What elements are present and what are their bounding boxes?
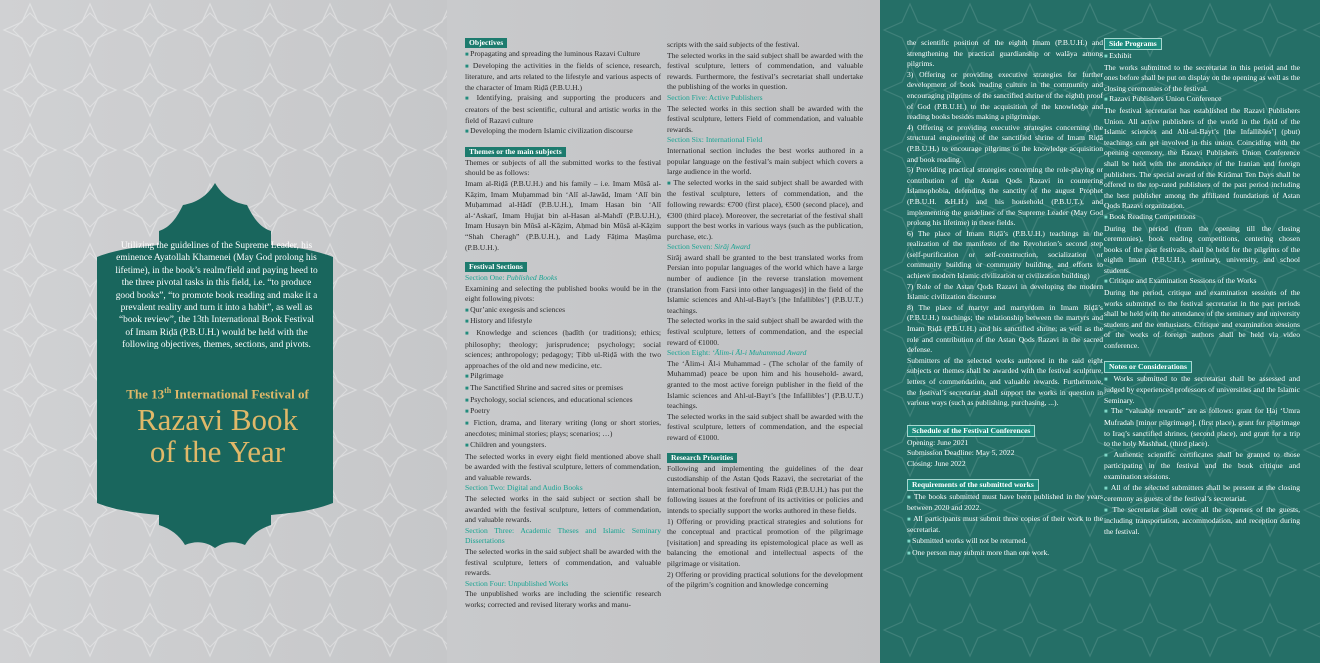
- pivot-item: ■ Qur’anic exegesis and sciences: [465, 305, 661, 317]
- pivot-item: ■ History and lifestyle: [465, 316, 661, 328]
- schedule-heading: Schedule of the Festival Conferences: [907, 425, 1035, 437]
- program-heading: ■ Critique and Examination Sessions of the Works: [1104, 276, 1300, 288]
- sections-heading: Festival Sections: [465, 262, 527, 272]
- research-text: Following and implementing the guidelines of the dear custodianship of the Astan Qods Razavi, the secretariat of the international book festival of Imam Riḍā (P.B.U.H.) has put the following issues at the forefront of its activities or policies and intends to specially support the works authored in these fields.: [667, 463, 863, 515]
- section-text: scripts with the said subjects of the festival.: [667, 40, 800, 49]
- section-text: The selected works in the said subject shall be awarded with the festival sculpture, letters of commendation, and the especial reward of €1000.: [667, 316, 863, 347]
- themes-heading: Themes or the main subjects: [465, 147, 566, 157]
- note-item: ■ Authentic scientific certificates shall be granted to those participating in the festival and the book critique and examination sessions.: [1104, 450, 1300, 483]
- section-text: The selected works in the said subject or section shall be awarded with the festival sculpture, letters of commendation, and valuable rewards.: [465, 493, 661, 525]
- pivot-item: ■ Pilgrimage: [465, 371, 661, 383]
- themes-text: Imam al-Riḍā (P.B.U.H.) and his family – i.e. Imam Mūsā al-Kāẓim, Imam Muḥammad bin ‘Alī al-Jawād, Imam ‘Alī bin Muḥammad al-Hādī (P.B.U.H.), Imam Hasan bin ‘Alī al-‘Askarī, Imam Hujjat bin al-Hasan al-Mahdī (P.B.U.H.), Imam Husayn bin Mūsā al-Kāẓim, Aḥmad bin Mūsā al-Kāẓim “Shah Cheragh” (P.B.U.H.), and Lady Fāṭima Maṣūma (P.B.U.H.).: [465, 178, 661, 252]
- objective-item: ■ Propagating and spreading the luminous Razavi Culture: [465, 49, 661, 61]
- column-4: [1104, 38, 1300, 538]
- research-item: 1) Offering or providing practical strategies and solutions for the conceptual and practical promotion of the pilgrimage [visitation] and spreading its epistemological place as well as balancing the emotional and intellectual aspects of the pilgrimage or visitation.: [667, 516, 863, 568]
- section-heading: Section Four: Unpublished Works: [465, 578, 569, 588]
- requirement-item: ■ One person may submit more than one work.: [907, 548, 1103, 560]
- research-item: 6) The place of Imam Riḍā’s (P.B.U.H.) teachings in the realization of the manifesto of the Revolution’s second step (self-purification or self-construction, socialization or community building or community building, and efforts to achieve modern Islamic civilization or civilization building): [907, 228, 1103, 281]
- section-heading: Section Two: Digital and Audio Books: [465, 483, 583, 493]
- side-programs-heading: Side Programs: [1104, 38, 1162, 50]
- requirements-heading: Requirements of the submitted works: [907, 479, 1039, 491]
- research-text: Submitters of the selected works authored in the said eight subjects or themes shall be awarded with the festival sculpture, letters of commendation, and valuable rewards. Furthermore, the festival’s secretariat shall support the works in question in various ways (such as publishing, purchasing, ...).: [907, 355, 1103, 408]
- themes-text: Themes or subjects of all the submitted works to the festival should be as follows:: [465, 157, 661, 178]
- research-item: 7) Role of the Astan Qods Razavi in developing the modern Islamic civilization discourse: [907, 281, 1103, 302]
- research-item: the scientific position of the eighth Imam (P.B.U.H.) and strengthening the practical guardianship or walāya among pilgrims.: [907, 38, 1103, 69]
- schedule-item: Submission Deadline: May 5, 2022: [907, 448, 1015, 458]
- festival-title: [105, 404, 330, 468]
- research-item: 5) Providing practical strategies concerning the role-playing or contribution of the Astan Qods Razavi in countering Islamophobia, defending the sanctity of the august Prophet (P.B.U.H. &H.H.) and his household (P.B.U.T.), and implementing the guidelines of the Supreme Leader (May God prolong his lifetime) in these fields.: [907, 165, 1103, 228]
- pivot-item: ■ Psychology, social sciences, and educational sciences: [465, 395, 661, 407]
- objectives-heading: Objectives: [465, 38, 507, 48]
- research-item: 4) Offering or providing executive strategies concerning the structural engineering of the sanctified shrine of Imam Riḍā (P.B.U.H.) to encourage pilgrims to the knowledge acquisition and book reading.: [907, 122, 1103, 164]
- pivot-item: ■ Poetry: [465, 406, 661, 418]
- program-text: The works submitted to the secretariat in this period and the ones before shall be put on display on the opening as well as the closing ceremonies of the festival.: [1104, 62, 1300, 93]
- cover-badge-shape: [95, 183, 335, 548]
- pivot-item: ■ The Sanctified Shrine and sacred sites or premises: [465, 383, 661, 395]
- cover-page: [0, 0, 447, 663]
- section-text: International section includes the best works authored in a popular language on the festival’s main subject which covers a large audience in the world.: [667, 145, 863, 177]
- note-item: ■ Works submitted to the secretariat shall be assessed and judged by experienced professors of universities and the Islamic Seminary.: [1104, 374, 1300, 407]
- program-heading: ■ Razavi Publishers Union Conference: [1104, 94, 1300, 106]
- section-heading: Section Six: International Field: [667, 135, 763, 145]
- pivot-item: ■ Children and youngsters.: [465, 440, 661, 452]
- objective-item: ■ Developing the modern Islamic civilization discourse: [465, 126, 661, 138]
- objective-item: ■ Developing the activities in the fields of science, research, literature, and arts related to the lifestyle and various aspects of the character of Imam Riḍā (P.B.U.H.): [465, 61, 661, 94]
- section-heading: Section One: Published Books: [465, 273, 558, 283]
- pivot-item: ■ Fiction, drama, and literary writing (long or short stories, anecdotes; minimal stories; plays; scenarios; …): [465, 418, 661, 440]
- pivot-item: ■ Knowledge and sciences (ḥadīth (or traditions); ethics; philosophy; theology; jurisprudence; psychology; social sciences; anthropology; pedagogy; Ṭibb ul-Riḍā with the two approaches of the old and new medicine, etc.: [465, 328, 661, 371]
- title-line-2: of the Year: [149, 434, 286, 469]
- column-2: [667, 40, 863, 591]
- research-heading: Research Priorities: [667, 453, 737, 463]
- program-heading: ■ Book Reading Competitions: [1104, 212, 1300, 224]
- notes-heading: Notes or Considerations: [1104, 361, 1192, 373]
- column-3: [907, 38, 1103, 559]
- section-text: Examining and selecting the published books would be in the eight following pivots:: [465, 283, 661, 304]
- section-heading: Section Five: Active Publishers: [667, 92, 763, 102]
- cover-intro-text: Utilizing the guidelines of the Supreme Leader, his eminence Ayatollah Khamenei (May God prolong his lifetime), in the book’s realm/field and paying heed to the three pivotal tasks in this field, i.e. “to produce good books”, “to promote book reading and make it a prevalent reality and turn it into a habit”, as well as “book review”, the 13th International Book Festival of Imam Riḍā (P.B.U.H.) would be held with the following objectives, themes, sections, and pivots.: [115, 241, 318, 351]
- section-text: The selected works in this section shall be awarded with the festival sculpture, letters Field of commendation, and valuable rewards.: [667, 103, 863, 134]
- section-text: The ‘Ālim-i Āl-i Muhammad - (The scholar of the family of Muhammad) peace be upon him and his household- award, granted to the most active foreign publisher in the field of the Islamic sciences and Ahl-ul-Bayt’s [the Infallibles’] (P.B.U.T.) teachings.: [667, 358, 863, 411]
- section-heading: Section Eight: ‘Ālim-i Āl-i Muhammad Award: [667, 348, 807, 358]
- middle-page: [447, 0, 880, 663]
- objective-item: ■ Identifying, praising and supporting the producers and creators of the best scientific, cultural and artistic works in the field of Razavi culture: [465, 93, 661, 126]
- section-text: The selected works in the said subject shall be awarded with the festival sculpture, letters of commendation, and the especial reward of €1000.: [667, 411, 863, 442]
- program-text: The festival secretariat has established the Razavi Publishers Union. All active publishers of the world in the field of the Islamic sciences and Ahl-ul-Bayt’s [the Infallibles’] (pbut) teachings can get involved in this union. Coinciding with the opening ceremony, the Razavi Publishers Union Conference shall be held with the attendance of the Iranian and foreign publishers. The special award of the Kirāmat Ten Days shall be offered to the top-rated publishers of the past period including the best publisher among the affiliated foundations of Astan Qods Razavi organization.: [1104, 105, 1300, 211]
- requirement-item: ■ The books submitted must have been published in the years between 2020 and 2022.: [907, 492, 1103, 514]
- section-text: The selected works in the said subject shall be awarded with the festival sculpture, letters of commendation, and valuable rewards.: [465, 546, 661, 578]
- research-item: 3) Offering or providing executive strategies for further development of book reading culture in the community and encouraging pilgrims of the sanctified shrine of the eighth proof of God (P.B.U.H.) to the acquisition of the knowledge and reading books besides making a pilgrimage.: [907, 69, 1103, 122]
- column-1: [465, 38, 661, 611]
- program-text: During the period (from the opening till the closing ceremonies), book reading competitions, centering chosen books of the past festivals, shall be held for the pilgrims of the eighth Imam (P.B.U.H.), seminary, university, and school students.: [1104, 223, 1300, 275]
- section-text: Sirāj award shall be granted to the best translated works from Persian into popular languages of the world which have a large number of audience [in the reverse translation movement (translation from Farsi into other languages)] in the field of the Islamic sciences and Ahl-ul-Bayt’s [the Infallibles’] (P.B.U.T.) teachings.: [667, 252, 863, 315]
- section-text: The selected works in the said subject shall be awarded with the festival sculpture, letters of commendation, and valuable rewards. Furthermore, the festival’s secretariat shall undertake the publishing of the works in question.: [667, 50, 863, 92]
- note-item: ■ All of the selected submitters shall be present at the closing ceremony as guests of the festival’s secretariat.: [1104, 483, 1300, 505]
- section-text: The selected works in every eight field mentioned above shall be awarded with the festival sculpture, letters of commendation, and valuable rewards.: [465, 451, 661, 482]
- requirement-item: ■ All participants must submit three copies of their work to the secretariat.: [907, 514, 1103, 536]
- title-line-1: Razavi Book: [137, 402, 298, 437]
- requirement-item: ■ Submitted works will not be returned.: [907, 536, 1103, 548]
- research-item: 8) The place of martyr and martyrdom in Imam Riḍā’s (P.B.U.H.) teachings; the relationship between the martyrs and Imam Riḍā (P.B.U.H.) and his sanctified shrine; as well as the role and contribution of the Astan Qods Razavi in the sacred defense.: [907, 302, 1103, 355]
- note-item: ■ The “valuable rewards” are as follows: grant for Haj ‘Umra Mufradah [minor pilgrimage], (first place), grant for pilgrimage to Iraq’s sanctified shrines, (second place), and grant for a trip to the holy Mashhad, (third place).: [1104, 406, 1300, 449]
- schedule-item: Opening: June 2021: [907, 437, 969, 447]
- right-page: [880, 0, 1320, 663]
- section-text: ■ The selected works in the said subject shall be awarded with the festival sculpture, letters of commendation, and the following rewards: €700 (first place), €500 (second place), and €300 (third place). Moreover, the secretariat of the festival shall support the best works in various ways (such as the publication, purchase, etc.).: [667, 178, 863, 243]
- section-heading: Section Seven: Sirāj Award: [667, 242, 751, 252]
- section-text: The unpublished works are including the scientific research works; corrected and revised literary works and manu-: [465, 589, 661, 609]
- program-text: During the period, critique and examination sessions of the works submitted to the festival secretariat in the past periods shall be held with the attendance of the seminary and university students and the enthusiasts. Critique and examination sessions of the works of foreign authors shall be held via video conference.: [1104, 288, 1300, 351]
- schedule-item: Closing: June 2022: [907, 458, 966, 468]
- section-heading: Section Three: Academic Theses and Islamic Seminary Dissertations: [465, 525, 661, 546]
- festival-subtitle: The 13th International Festival of: [126, 386, 309, 402]
- note-item: ■ The secretariat shall cover all the expenses of the guests, including transportation, accommodation, and reception during the festival.: [1104, 505, 1300, 538]
- research-item: 2) Offering or providing practical solutions for the development of the pilgrim’s cognition and knowledge concerning: [667, 569, 863, 590]
- program-heading: ■ Exhibit: [1104, 51, 1300, 63]
